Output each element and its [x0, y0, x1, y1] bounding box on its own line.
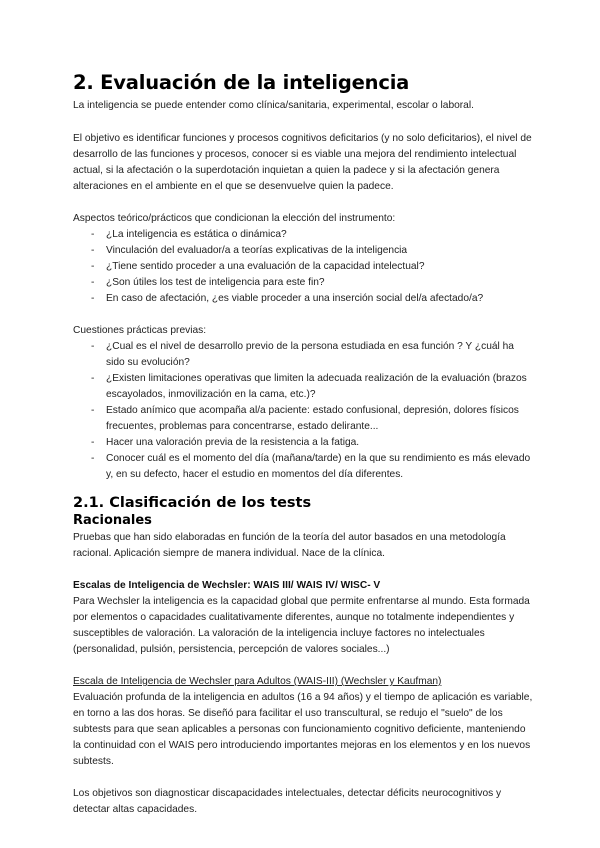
wais-paragraph: Evaluación profunda de la inteligencia en adultos (16 a 94 años) y el tiempo de aplicación es variable, en torno a las dos horas. Se diseñó para facilitar el uso transcultural, se redujo el "suelo" de los subtests para que sean aplicables a personas con funcionamiento cognitivo deficiente, manteniendo la continuidad con el WAIS pero introduciendo importantes mejoras en los elementos y en los nuevos subtests.	[73, 692, 533, 767]
dash-marker: -	[91, 341, 95, 352]
list-item: - Vinculación del evaluador/a a teorías explicativas de la inteligencia	[73, 243, 533, 259]
aspects-heading: Aspectos teórico/prácticos que condicionan la elección del instrumento:	[73, 213, 396, 224]
aspects-list	[73, 227, 533, 307]
objectives-paragraph: Los objetivos son diagnosticar discapacidades intelectuales, detectar déficits neurocognitivos y detectar altas capacidades.	[73, 788, 502, 815]
subsection-title: Racionales	[73, 513, 152, 528]
list-item: - Estado anímico que acompaña al/a paciente: estado confusional, depresión, dolores físicos frecuentes, problemas para concentrarse, estado delirante...	[91, 405, 519, 432]
dash-marker: -	[91, 229, 95, 240]
dash-marker: -	[91, 261, 95, 272]
racionales-paragraph: Pruebas que han sido elaboradas en función de la teoría del autor basados en una metodología racional. Aplicación siempre de manera individual. Nace de la clínica.	[73, 532, 506, 559]
wechsler-paragraph: Para Wechsler la inteligencia es la capacidad global que permite enfrentarse al mundo. Esta formada por elementos o capacidades cualitativamente diferentes, aunque no totalmente independientes y susceptibles de valoración. La valoración de la inteligencia incluye factores no intelectuales (personalidad, pulsión, persistencia, percepción de valores sociales...)	[73, 596, 530, 655]
dash-marker: -	[91, 373, 95, 384]
list-item: - ¿La inteligencia es estática o dinámica?	[73, 227, 533, 243]
list-item: - En caso de afectación, ¿es viable proceder a una inserción social del/a afectado/a?	[73, 291, 533, 307]
page-title: 2. Evaluación de la inteligencia	[73, 71, 410, 94]
intro-paragraph: La inteligencia se puede entender como clínica/sanitaria, experimental, escolar o laboral.	[73, 100, 474, 111]
list-item: - ¿Existen limitaciones operativas que limiten la adecuada realización de la evaluación (brazos escayolados, inmovilización en la cama, etc.)?	[91, 373, 527, 400]
list-item: - Hacer una valoración previa de la resistencia a la fatiga.	[73, 435, 533, 451]
dash-marker: -	[91, 293, 95, 304]
questions-heading: Cuestiones prácticas previas:	[73, 325, 207, 336]
dash-marker: -	[91, 405, 95, 416]
dash-marker: -	[91, 437, 95, 448]
list-item: - Conocer cuál es el momento del día (mañana/tarde) en la que su rendimiento es más elevado y, en su defecto, hacer el estudio en momentos del día diferentes.	[91, 453, 531, 480]
dash-marker: -	[91, 277, 95, 288]
dash-marker: -	[91, 453, 95, 464]
list-item: - ¿Son útiles los test de inteligencia para este fin?	[73, 275, 533, 291]
list-item: - ¿Cual es el nivel de desarrollo previo de la persona estudiada en esa función ? Y ¿cuál ha sido su evolución?	[91, 341, 514, 368]
document-content	[73, 70, 533, 818]
objective-paragraph: El objetivo es identificar funciones y procesos cognitivos deficitarios (y no solo deficitarios), el nivel de desarrollo de las funciones y procesos, conocer si es viable una mejora del rendimiento intelectual actual, si la afectación o la superdotación inquietan a quien la padece y si la afectación genera alteraciones en el ambiente en el que se desenvuelve quien la padece.	[73, 133, 532, 192]
dash-marker: -	[91, 245, 95, 256]
section-title: 2.1. Clasificación de los tests	[73, 495, 312, 511]
list-item: - ¿Tiene sentido proceder a una evaluación de la capacidad intelectual?	[73, 259, 533, 275]
wechsler-heading: Escalas de Inteligencia de Wechsler: WAIS III/ WAIS IV/ WISC- V	[73, 580, 381, 591]
wais-heading: Escala de Inteligencia de Wechsler para Adultos (WAIS-III) (Wechsler y Kaufman)	[73, 676, 442, 687]
questions-list	[73, 339, 533, 483]
